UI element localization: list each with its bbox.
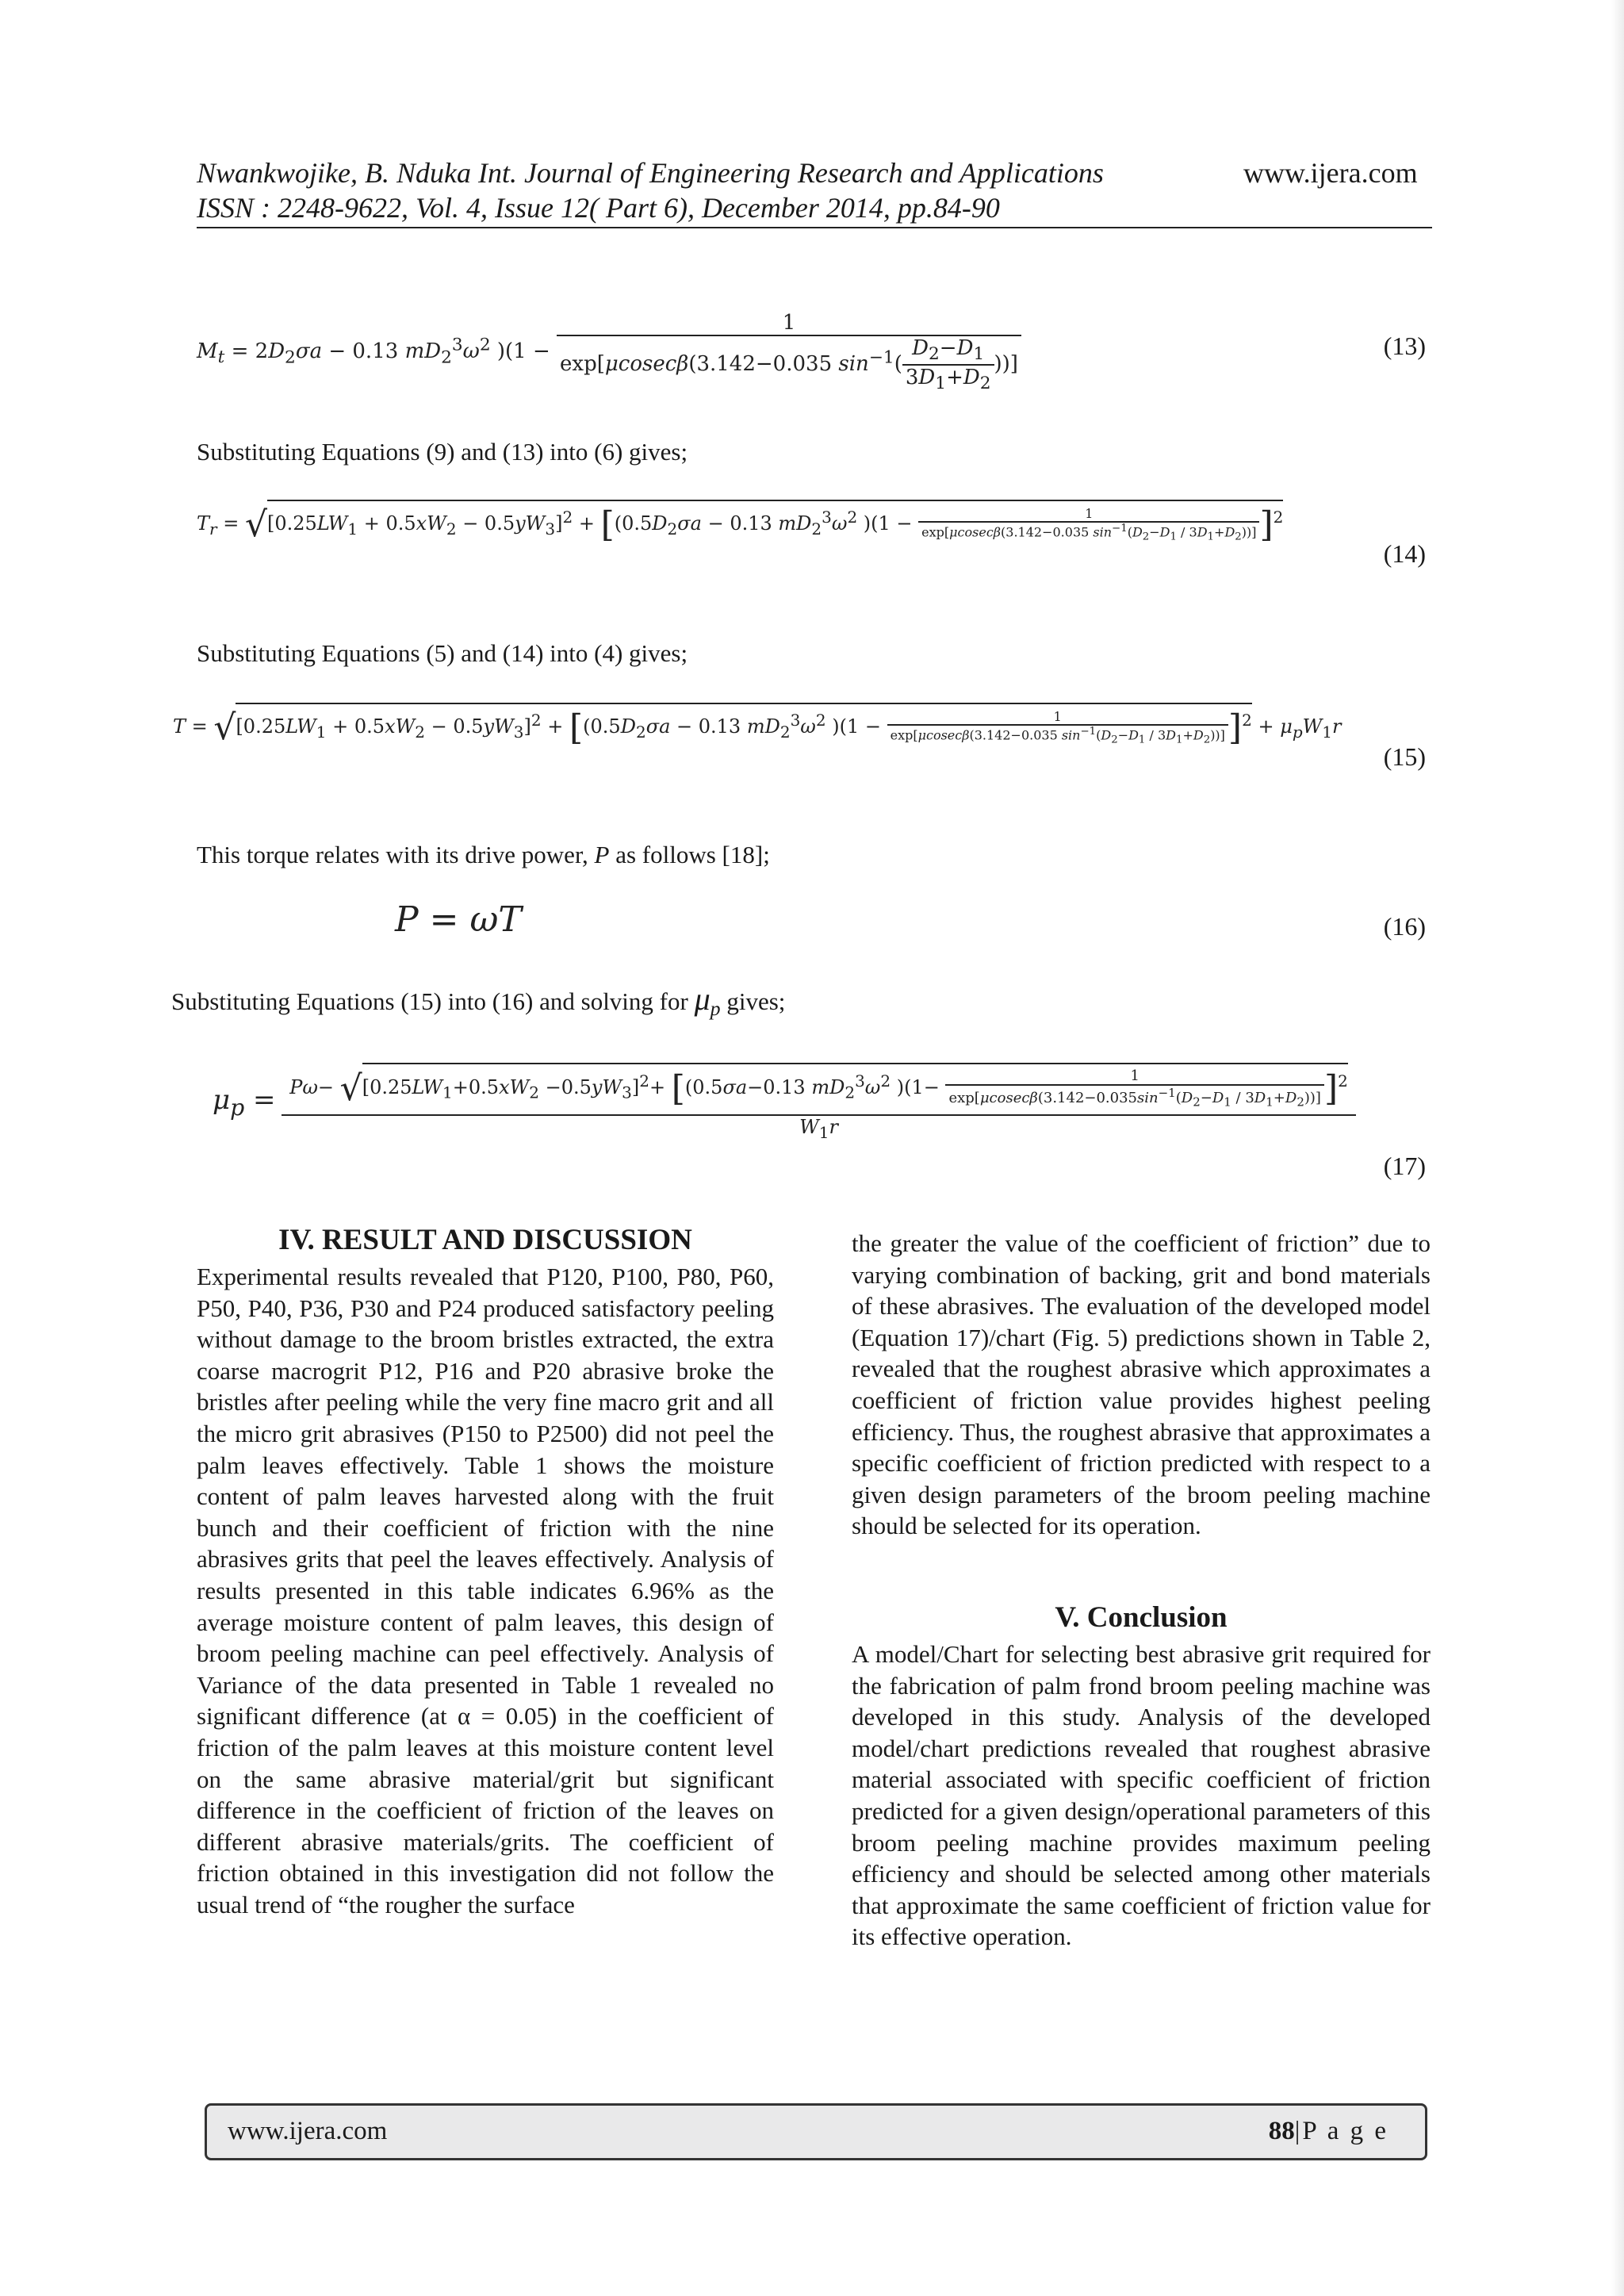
section-heading-results: IV. RESULT AND DISCUSSION bbox=[278, 1224, 692, 1256]
page-footer bbox=[205, 2103, 1427, 2160]
header-site-link[interactable]: www.ijera.com bbox=[1243, 157, 1418, 189]
page-number: 88|P a g e bbox=[1268, 2117, 1388, 2145]
results-discussion-paragraph: Experimental results revealed that P120, P100, P80, P60, P50, P40, P36, P30 and P24 produced satisfactory peeling without damage to the broom bristles extracted, the extra coarse macrogrit P12, P16 and P20 abrasive broke the bristles after peeling while the very fine macro grit and all the micro grit abrasives (P150 to P2500) did not peel the palm leaves effectively. Table 1 shows the moisture content of palm leaves harvested along with the fruit bunch and their coefficient of friction with the nine abrasives grits that peel the leaves effectively. Analysis of results presented in this table indicates 6.96% as the average moisture content of palm leaves, this design of broom peeling machine can peel effectively. Analysis of Variance of the data presented in Table 1 revealed no significant difference (at α = 0.05) in the coefficient of friction of the palm leaves at this moisture content level on the same abrasive material/grit but significant difference in the coefficient of friction of the leaves on different abrasive materials/grits. The coefficient of friction obtained in this investigation did not follow the usual trend of “the rougher the surface bbox=[197, 1263, 774, 1918]
equation-17: $\mu_p$ = $P\omega- √[0.25LW_1+0.5xW_2 -0.5yW_3]^2+ [(0.5\sigma a-0.13$ $mD_2^3\omega^2$ )(1− $\frac{1}{\exp[\mu cosec\beta(3.142-0.035\sin^{-1}(D_2-D_1 / 3D_1+D_2))]}$ ]$^2$ $W_1r$ bbox=[213, 1063, 1356, 1141]
equation-13: $M_t = 2D_2\sigma a - 0.13$ $mD_2^3\omega^2$ )(1 − 1 exp[μcosecβ(3.142−0.035 $\sin^{-1}$( $\frac{D_2-D_1}{3D_1+D_2}$ ))] bbox=[197, 311, 1021, 393]
equation-number-13: (13) bbox=[1383, 332, 1426, 360]
footer-site-link[interactable]: www.ijera.com bbox=[228, 2117, 388, 2145]
equation-14: $T_r = √[0.25LW_1 + 0.5xW_2 - 0.5yW_3]^2 + [(0.5D_2\sigma a - 0.13$ $mD_2^3\omega^2$ )(1 − $\frac{1}{\exp[\mu cosec\beta(3.142-0.035 \sin^{-1}(D_2-D_1 / 3D_1+D_2))]}$ ]$^2$ bbox=[197, 500, 1283, 545]
running-header-citation: Nwankwojike, B. Nduka Int. Journal of Engineering Research and Applications bbox=[197, 157, 1104, 189]
equation-number-14: (14) bbox=[1383, 539, 1426, 568]
header-rule bbox=[197, 227, 1432, 228]
running-header-issue: ISSN : 2248-9622, Vol. 4, Issue 12( Part 6), December 2014, pp.84-90 bbox=[197, 192, 1000, 224]
equation-number-15: (15) bbox=[1383, 742, 1426, 771]
results-continued-paragraph: the greater the value of the coefficient of friction” due to varying combination of backing, grit and bond materials of these abrasives. The evaluation of the developed model (Equation 17)/chart (Fig. 5) predictions shown in Table 2, revealed that the roughest abrasive which approximates a coefficient of friction value provides highest peeling efficiency. Thus, the roughest abrasive that approximates a specific coefficient of friction predicted with respect to a given design parameters of the broom peeling machine should be selected for its operation. bbox=[852, 1229, 1431, 1540]
substitution-text-3: Substituting Equations (15) into (16) and solving for $\mu_p$ gives; bbox=[171, 981, 786, 1021]
equation-number-16: (16) bbox=[1383, 912, 1426, 941]
page-edge-shadow bbox=[1611, 0, 1624, 2296]
substitution-text-2: Substituting Equations (5) and (14) into (4) gives; bbox=[197, 639, 688, 667]
torque-text: This torque relates with its drive power, P as follows [18]; bbox=[197, 841, 770, 868]
section-heading-conclusion: V. Conclusion bbox=[1055, 1601, 1228, 1634]
substitution-text-1: Substituting Equations (9) and (13) into (6) gives; bbox=[197, 438, 688, 466]
equation-number-17: (17) bbox=[1383, 1152, 1426, 1180]
equation-16: P = ωT bbox=[395, 899, 522, 940]
conclusion-paragraph: A model/Chart for selecting best abrasive grit required for the fabrication of palm frond broom peeling machine was developed in this study. Analysis of the developed model/chart predictions revealed that roughest abrasive material associated with specific coefficient of friction predicted for a given design/operational parameters of this broom peeling machine provides maximum peeling efficiency and should be selected among other materials that approximate the same coefficient of friction value for its effective operation. bbox=[852, 1640, 1431, 1951]
equation-15: $T = √[0.25LW_1 + 0.5xW_2 - 0.5yW_3]^2 + [(0.5D_2\sigma a - 0.13$ $mD_2^3\omega^2$ )(1 − $\frac{1}{\exp[\mu cosec\beta(3.142-0.035 \sin^{-1}(D_2-D_1 / 3D_1+D_2))]}$ ]$^2 + \mu_pW_1r$ bbox=[173, 703, 1342, 748]
